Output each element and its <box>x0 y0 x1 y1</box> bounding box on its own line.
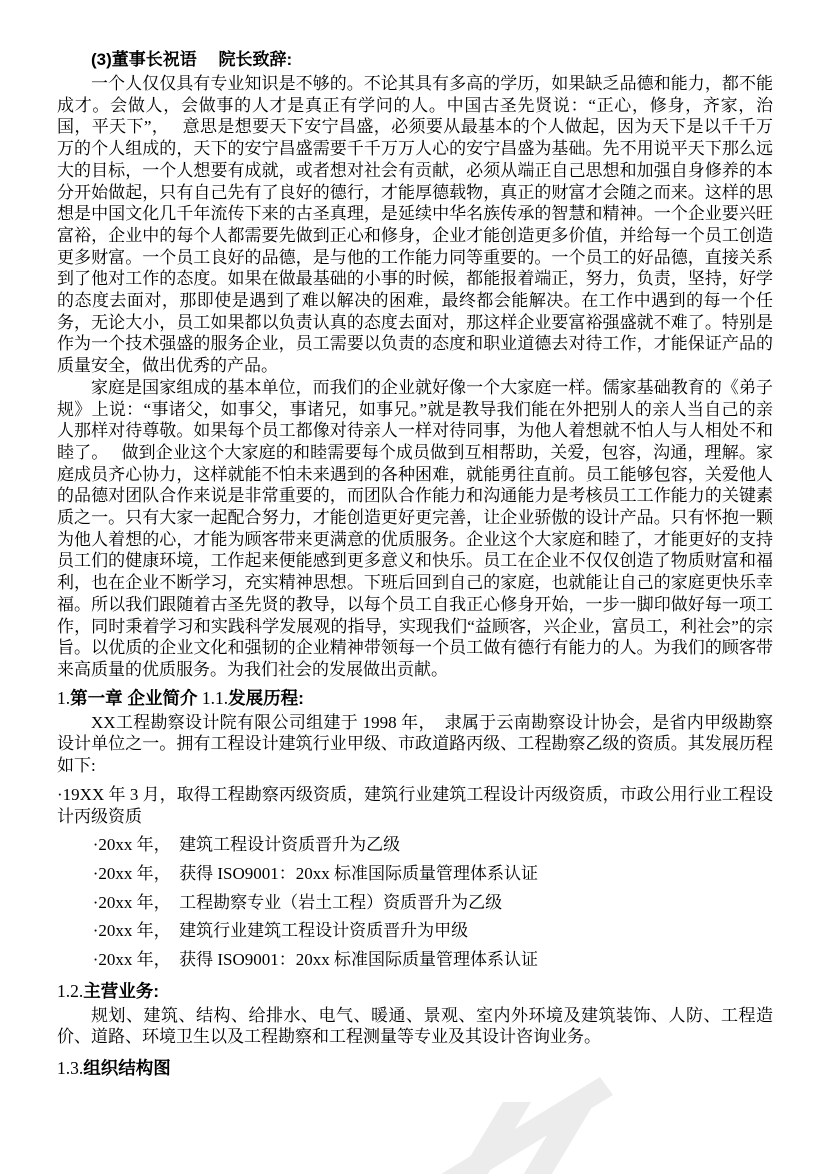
milestone-item: ·20xx 年， 建筑工程设计资质晋升为乙级 <box>92 835 401 855</box>
section-1-1-number: 1.1. <box>201 687 229 708</box>
chapter-1-title: 第一章 企业简介 <box>70 687 198 708</box>
section-1-1-title: 发展历程: <box>228 687 304 708</box>
milestone-item: ·20xx 年， 工程勘察专业（岩土工程）资质晋升为乙级 <box>92 892 503 912</box>
section-1-2-title: 主营业务: <box>83 980 160 1001</box>
section-1-2-heading <box>57 979 773 1003</box>
dedication-heading: (3)董事长祝语 院长致辞: <box>91 50 293 69</box>
chapter-1-heading <box>57 686 773 710</box>
paragraph-family: 家庭是国家组成的基本单位，而我们的企业就好像一个大家庭一样。儒家基础教育的《弟子规》上说：“事诸父，如事父，事诸兄，如事兄。”就是教导我们能在外把别人的亲人当自己的亲人那样对待尊敬。如果每个员工都像对待亲人一样对待同事，为他人着想就不怕人与人相处不和睦了。 做到企业这个大家庭的和睦需要每个成员做到互相帮助，关爱，包容，沟通，理解。家庭成员齐心协力，这样就能不怕未来遇到的各种困难，就能勇往直前。员工能够包容，关爱他人的品德对团队合作来说是非常重要的，而团队合作能力和沟通能力是考核员工工作能力的关键素质之一。只有大家一起配合努力，才能创造更好更完善，让企业骄傲的设计产品。只有怀抱一颗为他人着想的心，才能为顾客带来更满意的优质服务。企业这个大家庭和睦了，才能更好的支持员工们的健康环境，工作起来便能感到更多意义和快乐。员工在企业不仅仅创造了物质财富和福利，也在企业不断学习，充实精神思想。下班后回到自己的家庭，也就能让自己的家庭更快乐幸福。所以我们跟随着古圣先贤的教导，以每个员工自我正心修身开始，一步一脚印做好每一项工作，同时秉着学习和实践科学发展观的指导，实现我们“益顾客，兴企业，富员工，利社会”的宗旨。以优质的企业文化和强韧的企业精神带领每一个员工做有德行有能力的人。为我们的顾客带来高质量的优质服务。为我们社会的发展做出贡献。 <box>57 377 773 679</box>
section-1-2-number: 1.2. <box>57 980 84 1001</box>
paragraph-morality: 一个人仅仅具有专业知识是不够的。不论其具有多高的学历，如果缺乏品德和能力，都不能成才。会做人，会做事的人才是真正有学问的人。中国古圣先贤说：“正心，修身，齐家，治国，平天下”， 意思是想要天下安宁昌盛，必须要从最基本的个人做起，因为天下是以千千万万的个人组成的，天下的安宁昌盛需要千千万万人心的安宁昌盛为基础。先不用说平天下那么远大的目标，一个人想要有成就，或者想对社会有贡献，必须从端正自己思想和加强自身修养的本分开始做起，只有自己先有了良好的德行，才能厚德载物，真正的财富才会随之而来。这样的思想是中国文化几千年流传下来的古圣真理，是延续中华名族传承的智慧和精神。一个企业要兴旺富裕，企业中的每个人都需要先做到正心和修身，企业才能创造更多价值，并给每一个员工创造更多财富。一个员工良好的品德，是与他的工作能力同等重要的。一个员工的好品德，直接关系到了他对工作的态度。如果在做最基础的小事的时候，都能报着端正，努力，负责，坚持，好学的态度去面对，那即使是遇到了难以解决的困难，最终都会能解决。在工作中遇到的每一个任务，无论大小，员工如果都以负责认真的态度去面对，那这样企业要富裕强盛就不难了。特别是作为一个技术强盛的服务企业，员工需要以负责的态度和职业道德去对待工作，才能保证产品的质量安全，做出优秀的产品。 <box>57 74 773 376</box>
milestone-item: ·19XX 年 3 月，取得工程勘察丙级资质，建筑行业建筑工程设计丙级资质，市政公用行业工程设计丙级资质 <box>57 784 773 826</box>
section-1-3-number: 1.3. <box>57 1058 84 1079</box>
milestone-item: ·20xx 年， 获得 ISO9001：20xx 标准国际质量管理体系认证 <box>92 950 538 970</box>
paragraph-history-intro: XX工程勘察设计院有限公司组建于 1998 年， 隶属于云南勘察设计协会，是省内甲级勘察设计单位之一。拥有工程设计建筑行业甲级、市政道路丙级、工程勘察乙级的资质。其发展历程如下: <box>57 712 773 776</box>
milestone-item: ·20xx 年， 建筑行业建筑工程设计资质晋升为甲级 <box>92 921 469 941</box>
section-1-3-heading <box>57 1056 773 1080</box>
milestone-item: ·20xx 年， 获得 ISO9001：20xx 标准国际质量管理体系认证 <box>92 863 538 883</box>
chapter-1-number: 1. <box>57 687 71 708</box>
paragraph-business-scope: 规划、建筑、结构、给排水、电气、暖通、景观、室内外环境及建筑装饰、人防、工程造价、道路、环境卫生以及工程勘察和工程测量等专业及其设计咨询业务。 <box>57 1005 773 1047</box>
section-1-3-title: 组织结构图 <box>83 1058 171 1079</box>
